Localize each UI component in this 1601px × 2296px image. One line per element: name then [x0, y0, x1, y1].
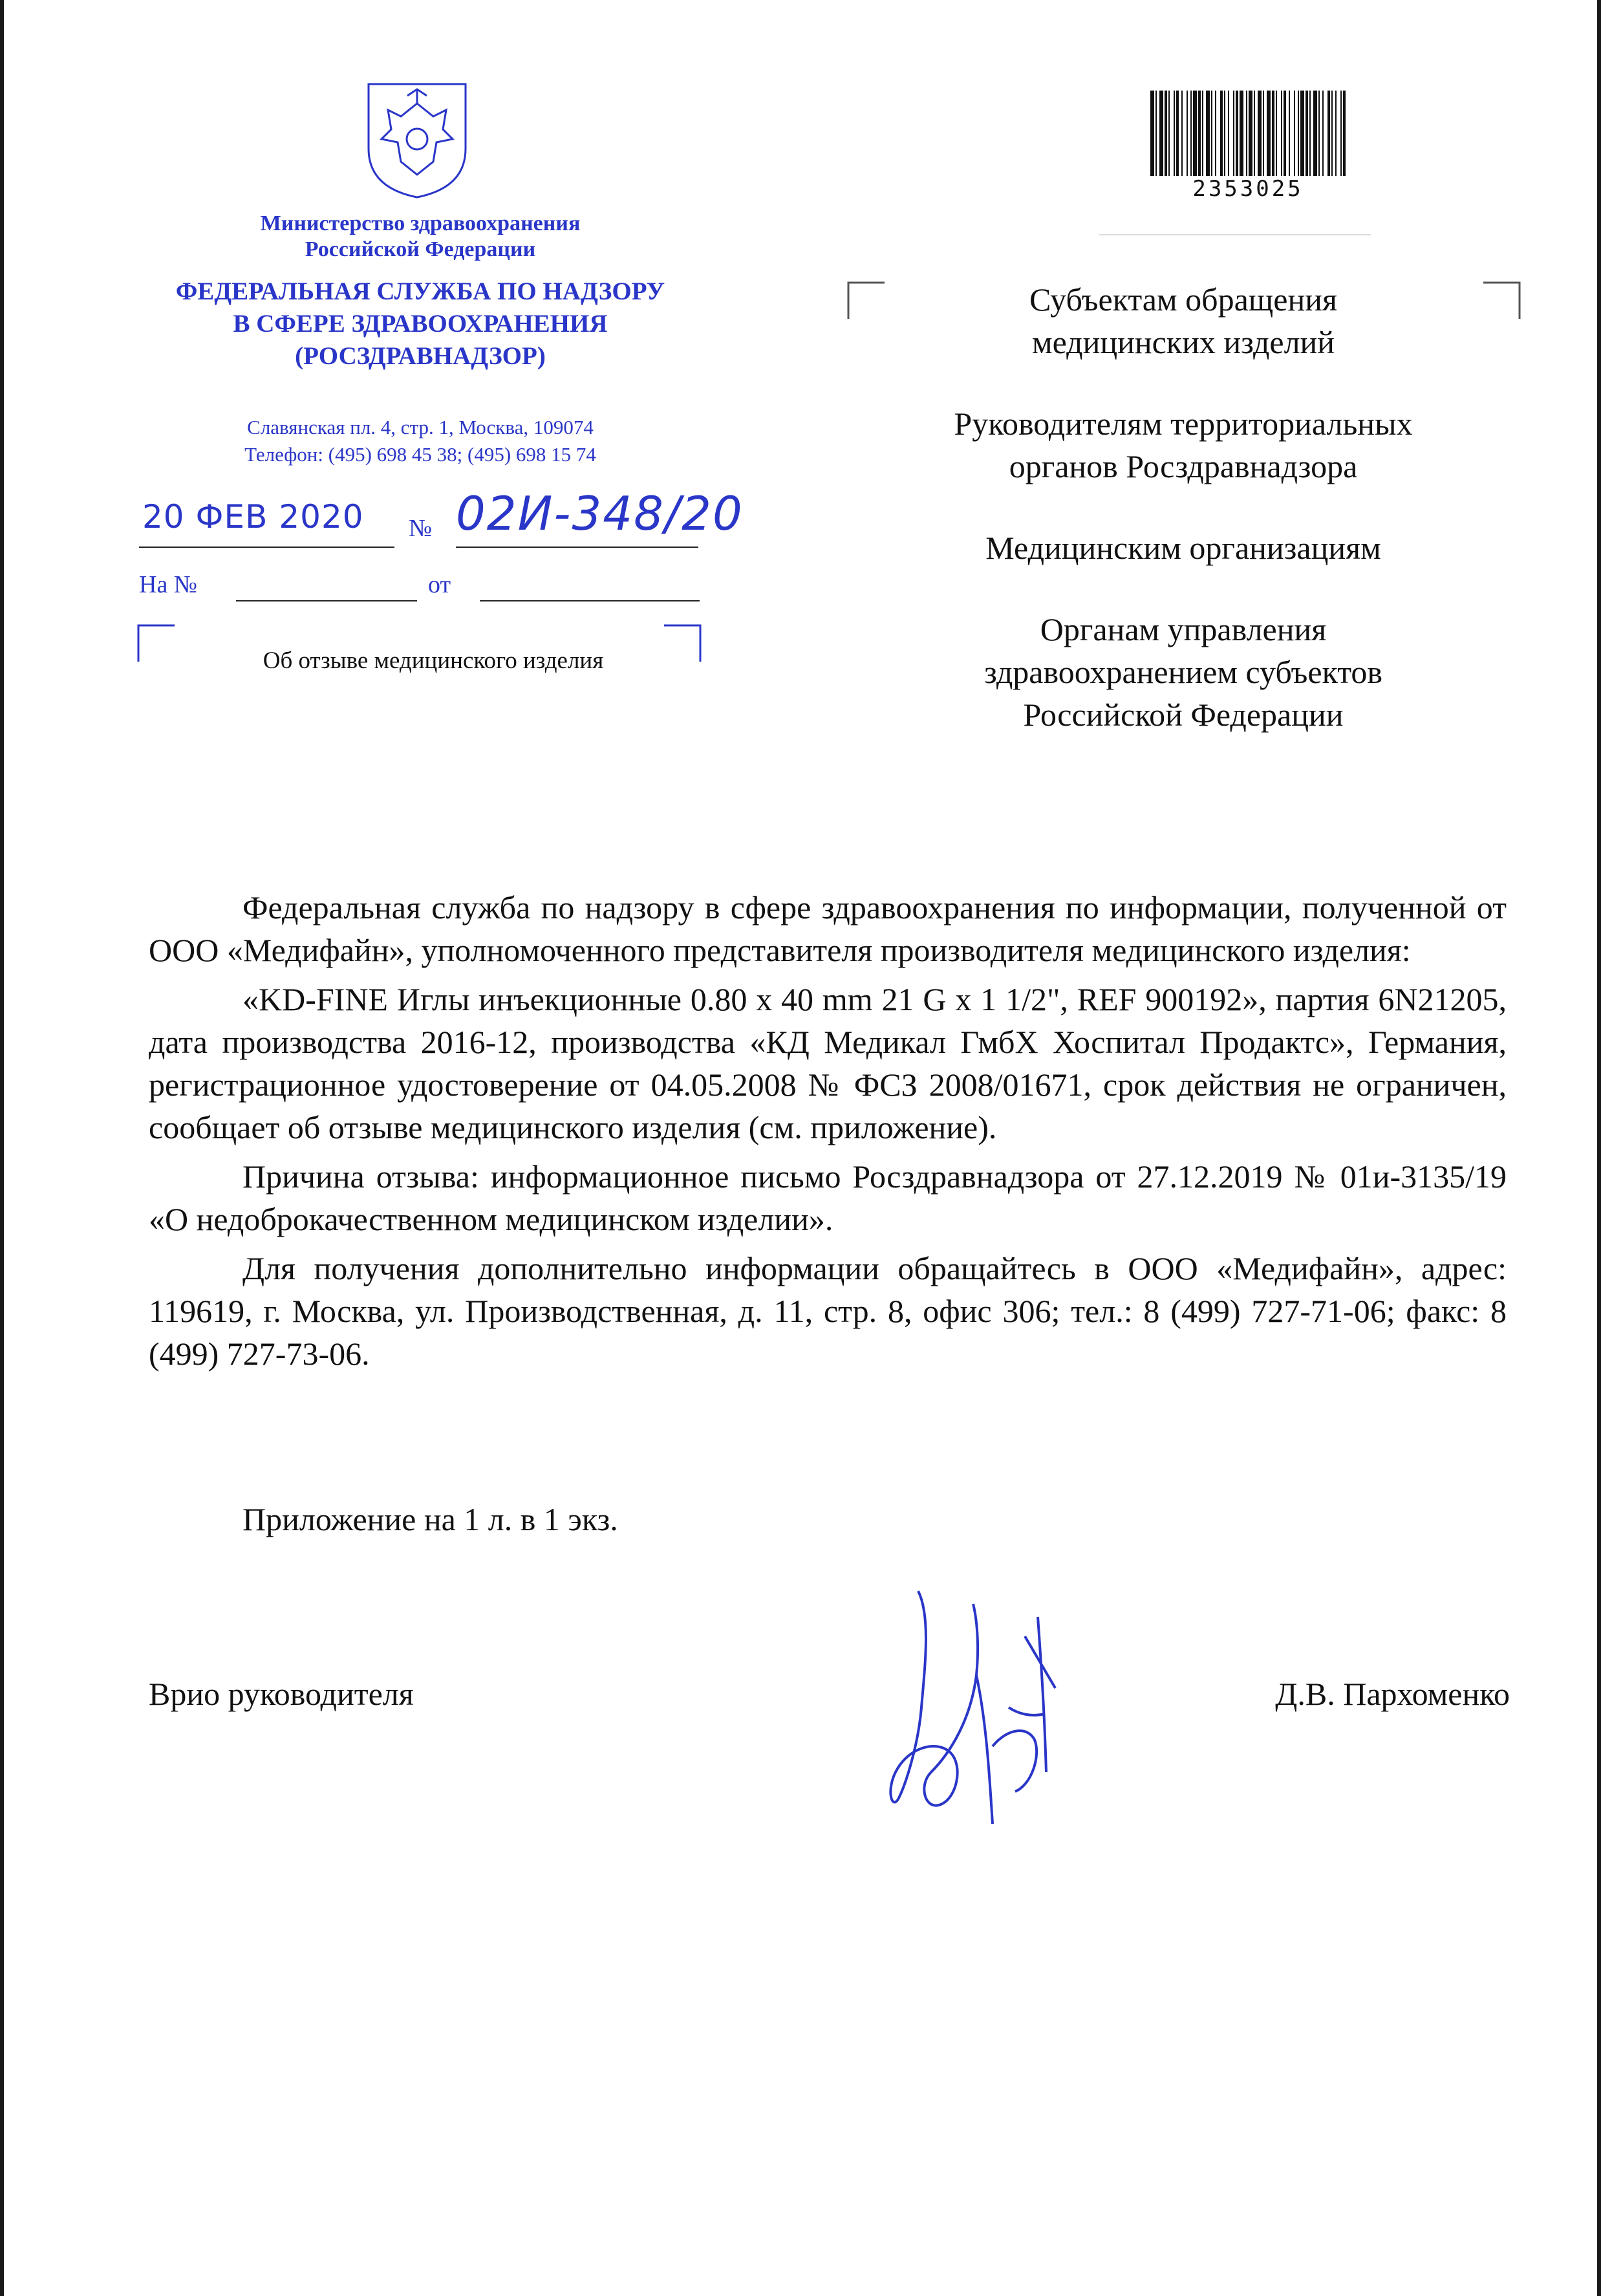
barcode-bar: [1331, 91, 1333, 176]
barcode-bar: [1193, 91, 1197, 176]
addressees: [879, 278, 1487, 775]
addressee-group: [879, 526, 1487, 569]
ministry-line-1: Министерство здравоохранения: [260, 211, 581, 235]
reference-date-label: от: [428, 571, 451, 598]
addressee-line: медицинских изделий: [1031, 324, 1335, 360]
barcode-number: 2353025: [1192, 176, 1304, 202]
barcode: [1148, 91, 1348, 176]
signatory-title: Врио руководителя: [149, 1676, 414, 1712]
barcode-bar: [1159, 91, 1163, 176]
addressee-line: Медицинским организациям: [985, 530, 1381, 566]
date-stamp: 20 ФЕВ 2020: [142, 498, 364, 536]
letter-body: [149, 886, 1507, 1381]
address-line-2: Телефон: (495) 698 45 38; (495) 698 15 74: [244, 443, 596, 466]
service-address: [129, 414, 711, 468]
barcode-bar: [1322, 91, 1324, 176]
barcode-bar: [1236, 91, 1238, 176]
barcode-bar: [1233, 91, 1234, 176]
barcode-bar: [1267, 91, 1271, 176]
service-name: [110, 276, 731, 373]
attachment-note: Приложение на 1 л. в 1 экз.: [242, 1501, 618, 1537]
addressee-line: Органам управления: [1040, 611, 1327, 647]
barcode-bar: [1211, 91, 1212, 176]
signatory-name: Д.В. Пархоменко: [1275, 1676, 1510, 1712]
reference-number-label: На №: [139, 571, 198, 598]
body-paragraph-2: «KD-FINE Иглы инъекционные 0.80 x 40 mm 21 G x 1 1/2", REF 900192», партия 6N21205, дата производства 2016-12, производства «КД Медикал ГмбХ Хоспитал Продактс», Германия, регистрационное удостоверение от 04.05.2008 № ФСЗ 2008/01671, срок действия не ограничен, сообщает об отзыве медицинского изделия (см. приложение).: [149, 981, 1507, 1145]
barcode-bar: [1263, 91, 1264, 176]
handwritten-signature: [879, 1578, 1067, 1837]
barcode-bar: [1289, 91, 1290, 176]
barcode-bar: [1150, 91, 1154, 176]
addressee-corner-right: [1482, 281, 1521, 320]
barcode-bar: [1215, 91, 1216, 176]
barcode-bar: [1298, 91, 1299, 176]
barcode-bar: [1176, 91, 1179, 176]
barcode-bar: [1190, 91, 1192, 176]
barcode-bar: [1309, 91, 1311, 176]
barcode-bar: [1343, 91, 1346, 176]
address-line-1: Славянская пл. 4, стр. 1, Москва, 109074: [247, 416, 594, 439]
barcode-bar: [1300, 91, 1304, 176]
ministry-name: [142, 211, 698, 263]
barcode-rule: [1099, 234, 1371, 235]
date-rule: [139, 547, 394, 548]
barcode-bar: [1220, 91, 1223, 176]
barcode-bar: [1228, 91, 1229, 176]
barcode-bar: [1246, 91, 1247, 176]
addressee-group: [879, 608, 1487, 736]
barcode-bar: [1340, 91, 1342, 176]
barcode-bar: [1198, 91, 1201, 176]
barcode-bar: [1206, 91, 1210, 176]
barcode-bar: [1313, 91, 1317, 176]
reference-number-rule: [236, 600, 417, 601]
barcode-bar: [1181, 91, 1183, 176]
number-rule: [456, 547, 698, 548]
barcode-bar: [1240, 91, 1243, 176]
addressee-line: Российской Федерации: [1023, 697, 1344, 733]
registration-number: 02И-348/20: [456, 486, 744, 541]
letter-subject: Об отзыве медицинского изделия: [263, 647, 604, 674]
coat-of-arms-icon: [362, 78, 472, 200]
barcode-bar: [1202, 91, 1203, 176]
body-paragraph-3: Причина отзыва: информационное письмо Росздравнадзора от 27.12.2019 № 01и-3135/19 «О недоброкачественном медицинском изделии».: [149, 1158, 1507, 1237]
barcode-bar: [1272, 91, 1274, 176]
barcode-bar: [1276, 91, 1277, 176]
number-label: №: [409, 515, 433, 542]
addressee-line: Субъектам обращения: [1029, 281, 1337, 318]
barcode-bar: [1284, 91, 1286, 176]
barcode-bar: [1281, 91, 1282, 176]
barcode-bar: [1294, 91, 1295, 176]
barcode-bar: [1318, 91, 1320, 176]
barcode-bar: [1155, 91, 1157, 176]
addressee-line: здравоохранением субъектов: [983, 654, 1383, 690]
barcode-bar: [1168, 91, 1170, 176]
barcode-bar: [1224, 91, 1225, 176]
body-paragraph-4: Для получения дополнительно информации обращайтесь в ООО «Медифайн», адрес: 119619, г. Москва, ул. Производственная, д. 11, стр. 8, офис 306; тел.: 8 (499) 727-71-06; факс: 8 (499) 727-73-06.: [149, 1250, 1507, 1372]
barcode-bar: [1249, 91, 1252, 176]
body-paragraph-1: Федеральная служба по надзору в сфере здравоохранения по информации, полученной от ООО «Медифайн», уполномоченного представителя производителя медицинского изделия:: [149, 889, 1507, 968]
service-line-2: В СФЕРЕ ЗДРАВООХРАНЕНИЯ: [233, 310, 608, 338]
barcode-bar: [1306, 91, 1308, 176]
service-line-3: (РОСЗДРАВНАДЗОР): [295, 342, 546, 370]
addressee-line: органов Росздравнадзора: [1009, 448, 1358, 484]
barcode-bar: [1335, 91, 1337, 176]
barcode-bar: [1174, 91, 1175, 176]
barcode-bar: [1327, 91, 1330, 176]
addressee-group: [879, 278, 1487, 363]
barcode-bar: [1254, 91, 1255, 176]
reference-date-rule: [480, 600, 700, 601]
barcode-bar: [1187, 91, 1188, 176]
barcode-bar: [1165, 91, 1167, 176]
addressee-group: [879, 402, 1487, 488]
corner-mark-left: [137, 624, 176, 663]
addressee-line: Руководителям территориальных: [954, 406, 1413, 442]
service-line-1: ФЕДЕРАЛЬНАЯ СЛУЖБА ПО НАДЗОРУ: [175, 277, 665, 305]
barcode-bar: [1258, 91, 1262, 176]
ministry-line-2: Российской Федерации: [305, 237, 536, 261]
